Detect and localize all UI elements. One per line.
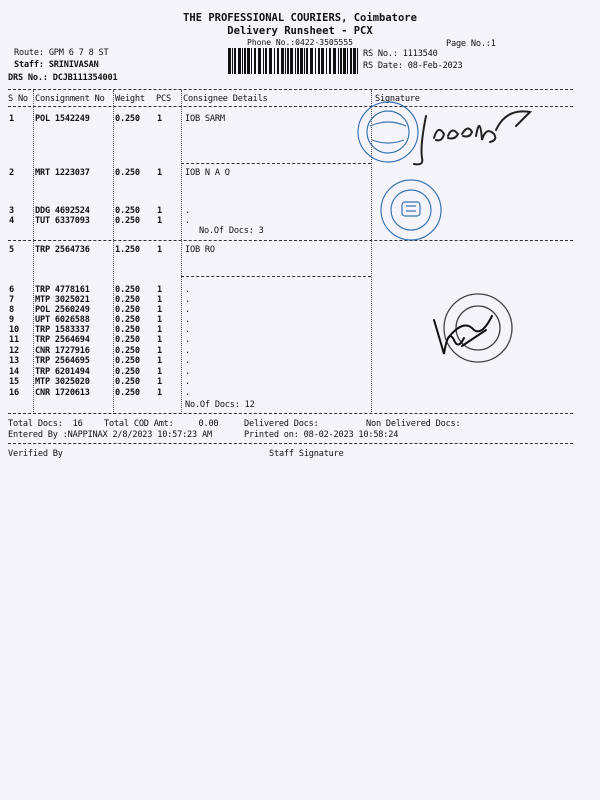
barcode-bar	[318, 48, 320, 74]
table-cell-wt: 0.250	[115, 388, 140, 398]
table-cell-cn: MTP 3025021	[35, 295, 90, 305]
table-cell-wt: 0.250	[115, 325, 140, 335]
table-cell-sno: 6	[9, 285, 14, 295]
barcode-bar	[281, 48, 284, 74]
printed-on: Printed on: 08-02-2023 10:58:24	[244, 430, 399, 440]
table-cell-consignee: .	[185, 377, 190, 387]
drs-number: DRS No.: DCJB111354001	[8, 73, 118, 83]
table-cell-sno: 13	[9, 356, 19, 366]
table-cell-cn: TRP 2564695	[35, 356, 90, 366]
barcode-bar	[297, 48, 299, 74]
barcode-bar	[338, 48, 339, 74]
row-divider	[181, 163, 371, 164]
barcode-bar	[333, 48, 336, 74]
table-cell-pcs: 1	[157, 346, 162, 356]
barcode-bar	[353, 48, 356, 74]
barcode-bar	[310, 48, 313, 74]
table-cell-pcs: 1	[157, 216, 162, 226]
barcode-bar	[357, 48, 358, 74]
barcode-bar	[254, 48, 256, 74]
table-cell-cn: TUT 6337093	[35, 216, 90, 226]
barcode-bar	[350, 48, 352, 74]
table-cell-pcs: 1	[157, 367, 162, 377]
document-title: Delivery Runsheet - PCX	[227, 25, 373, 37]
table-cell-consignee: .	[185, 216, 190, 226]
table-cell-pcs: 1	[157, 388, 162, 398]
table-cell-pcs: 1	[157, 168, 162, 178]
table-cell-pcs: 1	[157, 377, 162, 387]
office-stamp-signature-3	[418, 290, 528, 370]
table-cell-consignee: .	[185, 295, 190, 305]
barcode-bar	[269, 48, 272, 74]
table-cell-wt: 0.250	[115, 346, 140, 356]
barcode-bar	[326, 48, 327, 74]
verified-by-label: Verified By	[8, 449, 63, 459]
row-divider	[181, 276, 371, 277]
table-cell-cn: POL 2560249	[35, 305, 90, 315]
non-delivered-docs: Non Delivered Docs:	[366, 419, 461, 429]
table-cell-sno: 2	[9, 168, 14, 178]
barcode-bar	[340, 48, 342, 74]
table-cell-consignee: .	[185, 356, 190, 366]
table-cell-cn: CNR 1727916	[35, 346, 90, 356]
table-cell-cn: TRP 2564694	[35, 335, 90, 345]
table-cell-consignee: .	[185, 315, 190, 325]
table-cell-consignee: .	[185, 388, 190, 398]
group-doc-count: No.Of Docs: 3	[199, 226, 264, 236]
barcode-bar	[304, 48, 305, 74]
table-cell-sno: 12	[9, 346, 19, 356]
table-cell-consignee: .	[185, 346, 190, 356]
table-cell-wt: 0.250	[115, 377, 140, 387]
barcode-bar	[295, 48, 296, 74]
col-header-consignment: Consignment No	[35, 94, 105, 104]
barcode-bar	[321, 48, 324, 74]
table-cell-sno: 1	[9, 114, 14, 124]
barcode-bar	[251, 48, 252, 74]
table-cell-wt: 0.250	[115, 206, 140, 216]
divider-footer	[8, 443, 573, 444]
table-cell-wt: 0.250	[115, 356, 140, 366]
total-cod: Total COD Amt: 0.00	[104, 419, 219, 429]
table-cell-pcs: 1	[157, 245, 162, 255]
table-cell-sno: 3	[9, 206, 14, 216]
staff-label: Staff: SRINIVASAN	[14, 60, 99, 70]
table-cell-consignee: .	[185, 367, 190, 377]
table-cell-cn: TRP 1583337	[35, 325, 90, 335]
table-cell-consignee: IOB SARM	[185, 114, 225, 124]
table-cell-sno: 14	[9, 367, 19, 377]
barcode-bar	[238, 48, 241, 74]
table-cell-consignee: .	[185, 206, 190, 216]
table-cell-pcs: 1	[157, 356, 162, 366]
table-cell-sno: 15	[9, 377, 19, 387]
barcode-bar	[315, 48, 316, 74]
table-cell-wt: 0.250	[115, 335, 140, 345]
route-label: Route: GPM 6 7 8 ST	[14, 48, 109, 58]
phone-number: Phone No.:0422-3505555	[247, 38, 353, 47]
page-number: Page No.:1	[446, 39, 496, 49]
barcode-bar	[258, 48, 261, 74]
col-header-sno: S No	[8, 94, 28, 104]
barcode-bar	[234, 48, 236, 74]
staff-signature-label: Staff Signature	[269, 449, 344, 459]
table-cell-cn: DDG 4692524	[35, 206, 90, 216]
group-divider	[8, 240, 573, 241]
barcode-bar	[306, 48, 308, 74]
barcode-bar	[244, 48, 246, 74]
table-cell-consignee: .	[185, 285, 190, 295]
barcode-bar	[247, 48, 250, 74]
table-cell-cn: UPT 6026588	[35, 315, 90, 325]
table-cell-consignee: .	[185, 335, 190, 345]
table-cell-consignee: .	[185, 305, 190, 315]
column-separator	[33, 90, 34, 414]
table-cell-consignee: IOB RO	[185, 245, 215, 255]
table-cell-cn: CNR 1720613	[35, 388, 90, 398]
table-cell-sno: 11	[9, 335, 19, 345]
divider-bottom	[8, 413, 573, 414]
table-cell-wt: 0.250	[115, 114, 140, 124]
table-cell-wt: 0.250	[115, 315, 140, 325]
table-cell-cn: MRT 1223037	[35, 168, 90, 178]
entered-by: Entered By :NAPPINAX 2/8/2023 10:57:23 AM	[8, 430, 212, 440]
table-cell-wt: 1.250	[115, 245, 140, 255]
table-cell-pcs: 1	[157, 206, 162, 216]
barcode-bar	[290, 48, 293, 74]
barcode-graphic	[228, 48, 358, 74]
table-cell-sno: 7	[9, 295, 14, 305]
table-cell-pcs: 1	[157, 315, 162, 325]
col-header-signature: Signature	[375, 94, 420, 104]
table-cell-wt: 0.250	[115, 168, 140, 178]
table-cell-sno: 9	[9, 315, 14, 325]
column-separator	[181, 90, 182, 414]
table-cell-wt: 0.250	[115, 305, 140, 315]
col-header-consignee: Consignee Details	[183, 94, 268, 104]
barcode-bar	[343, 48, 346, 74]
barcode-bar	[232, 48, 233, 74]
table-cell-sno: 8	[9, 305, 14, 315]
barcode-bar	[277, 48, 279, 74]
table-cell-sno: 5	[9, 245, 14, 255]
delivered-docs: Delivered Docs:	[244, 419, 319, 429]
table-cell-pcs: 1	[157, 295, 162, 305]
table-cell-pcs: 1	[157, 325, 162, 335]
table-cell-pcs: 1	[157, 285, 162, 295]
barcode-bar	[329, 48, 331, 74]
bank-stamp-2	[371, 178, 456, 243]
company-title: THE PROFESSIONAL COURIERS, Coimbatore	[183, 12, 417, 24]
barcode-bar	[274, 48, 275, 74]
group-doc-count: No.Of Docs: 12	[185, 400, 255, 410]
total-docs: Total Docs: 16	[8, 419, 83, 429]
table-cell-cn: TRP 2564736	[35, 245, 90, 255]
table-cell-sno: 4	[9, 216, 14, 226]
table-cell-sno: 10	[9, 325, 19, 335]
bank-stamp-signature-1	[356, 96, 546, 176]
table-cell-cn: TRP 4778161	[35, 285, 90, 295]
table-cell-wt: 0.250	[115, 295, 140, 305]
rs-number: RS No.: 1113540	[363, 49, 438, 59]
barcode-bar	[300, 48, 303, 74]
barcode-bar	[347, 48, 348, 74]
table-cell-sno: 16	[9, 388, 19, 398]
table-cell-wt: 0.250	[115, 216, 140, 226]
col-header-pcs: PCS	[156, 94, 171, 104]
table-cell-pcs: 1	[157, 305, 162, 315]
table-cell-pcs: 1	[157, 114, 162, 124]
table-cell-cn: TRP 6201494	[35, 367, 90, 377]
table-cell-cn: POL 1542249	[35, 114, 90, 124]
table-cell-wt: 0.250	[115, 367, 140, 377]
barcode-bar	[285, 48, 286, 74]
barcode-bar	[228, 48, 231, 74]
col-header-weight: Weight	[115, 94, 145, 104]
table-cell-cn: MTP 3025020	[35, 377, 90, 387]
table-cell-wt: 0.250	[115, 285, 140, 295]
table-cell-consignee: .	[185, 325, 190, 335]
divider-top	[8, 89, 573, 90]
barcode-bar	[287, 48, 289, 74]
table-cell-consignee: IOB N A O	[185, 168, 230, 178]
barcode-bar	[242, 48, 243, 74]
column-separator	[113, 90, 114, 414]
barcode-bar	[265, 48, 267, 74]
rs-date: RS Date: 08-Feb-2023	[363, 61, 463, 71]
table-cell-pcs: 1	[157, 335, 162, 345]
barcode-bar	[263, 48, 264, 74]
